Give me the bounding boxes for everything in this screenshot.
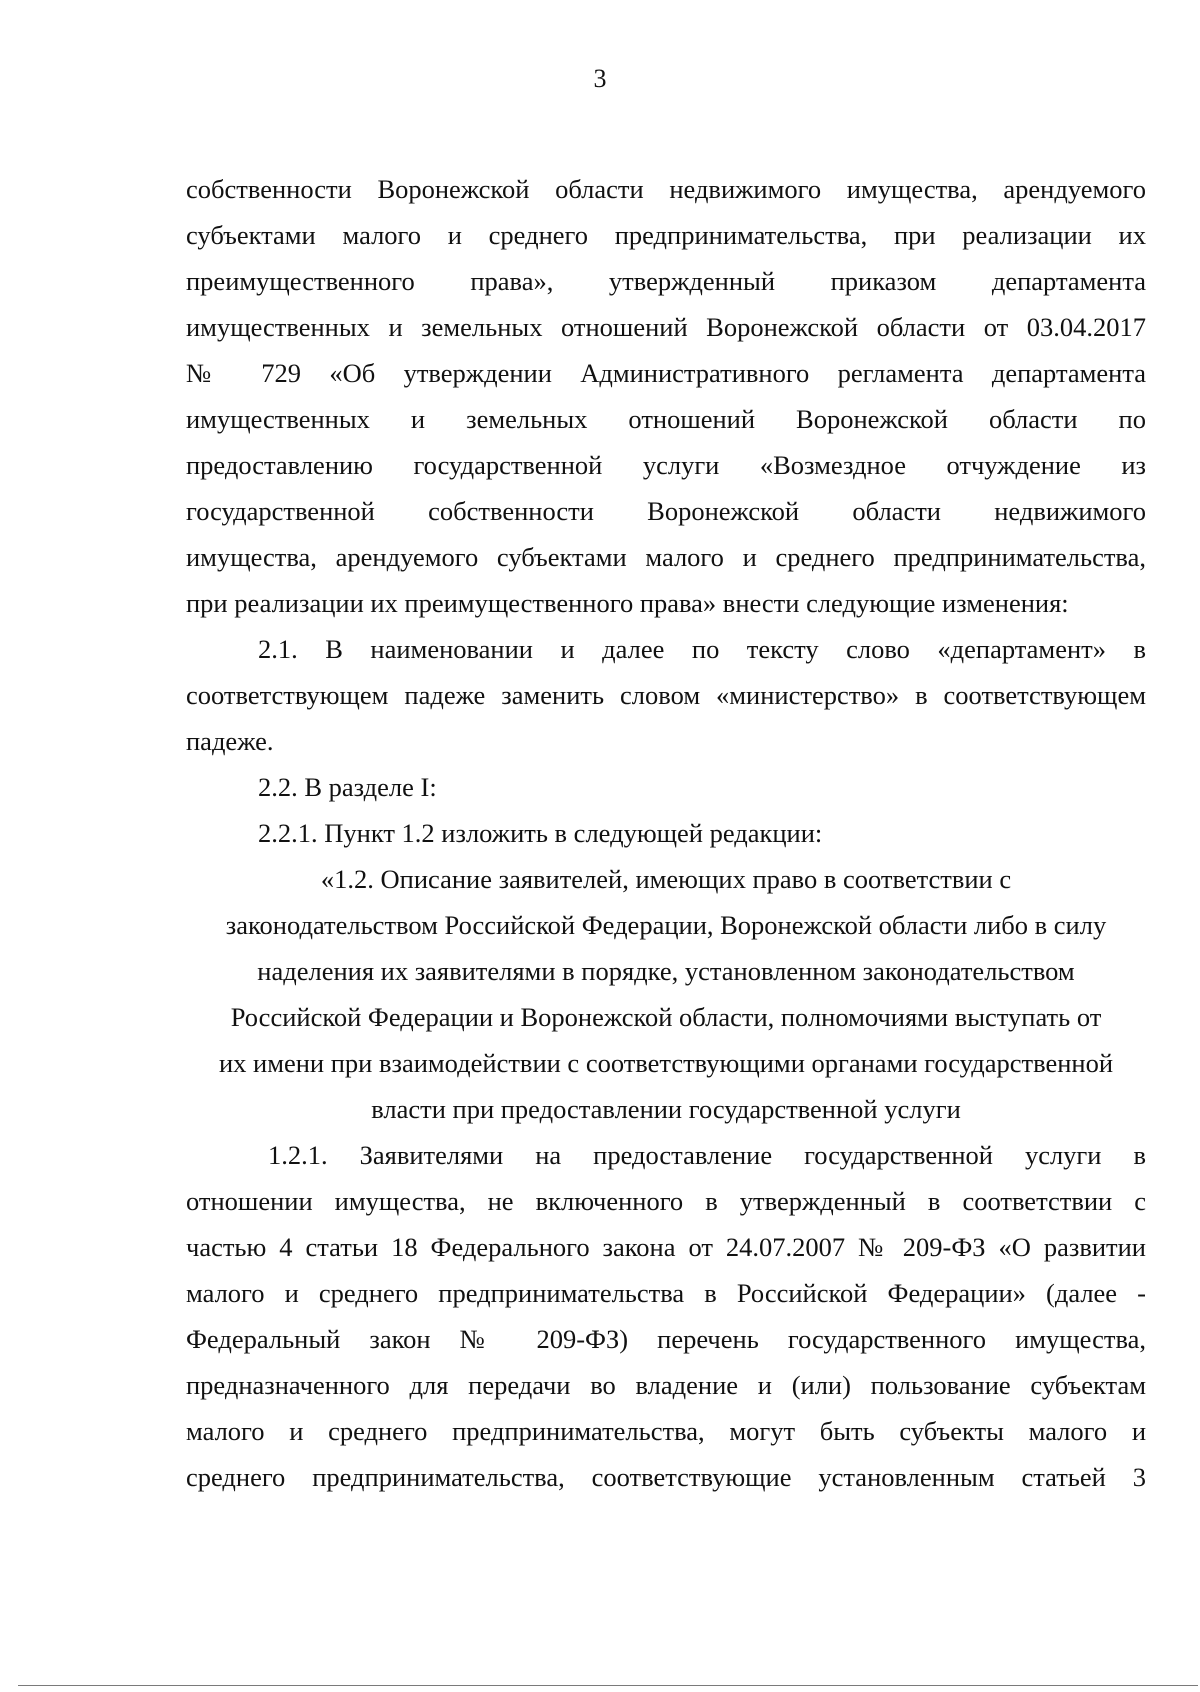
section-heading-line: Российской Федерации и Воронежской области, полномочиями выступать от [230,1002,1102,1032]
text-line: малого и среднего предпринимательства, могут быть субъекты малого и [186,1416,1146,1446]
text-line: собственности Воронежской области недвижимого имущества, арендуемого [186,174,1146,204]
section-heading-line: «1.2. Описание заявителей, имеющих право в соответствии с [320,864,1012,894]
text-line: № 729 «Об утверждении Административного регламента департамента [186,358,1146,388]
text-line: при реализации их преимущественного права» внести следующие изменения: [186,588,1069,618]
paragraph-line: 2.2. В разделе I: [258,772,437,802]
text-line: имущественных и земельных отношений Воронежской области от 03.04.2017 [186,312,1146,342]
text-line: преимущественного права», утвержденный приказом департамента [186,266,1146,296]
section-heading-line: наделения их заявителями в порядке, установленном законодательством [257,956,1075,986]
paragraph-line: 2.2.1. Пункт 1.2 изложить в следующей редакции: [258,818,823,848]
text-line: предоставлению государственной услуги «Возмездное отчуждение из [186,450,1146,480]
paragraph-line: 1.2.1. Заявителями на предоставление государственной услуги в [268,1140,1146,1170]
text-line: имущества, арендуемого субъектами малого и среднего предпринимательства, [186,542,1146,572]
paragraph-line: 2.1. В наименовании и далее по тексту слово «департамент» в [258,634,1146,664]
page-number: 3 [593,64,607,93]
text-line: субъектами малого и среднего предпринимательства, при реализации их [186,220,1146,250]
section-heading-line: их имени при взаимодействии с соответствующими органами государственной [218,1048,1114,1078]
section-heading-line: власти при предоставлении государственной услуги [371,1094,961,1124]
scan-bottom-edge [18,1685,1198,1686]
text-line: соответствующем падеже заменить словом «министерство» в соответствующем [186,680,1146,710]
text-line: частью 4 статьи 18 Федерального закона от 24.07.2007 № 209-ФЗ «О развитии [186,1232,1146,1262]
text-line: государственной собственности Воронежской области недвижимого [186,496,1146,526]
text-line: среднего предпринимательства, соответствующие установленным статьей 3 [186,1462,1146,1492]
text-line: Федеральный закон № 209-ФЗ) перечень государственного имущества, [186,1324,1146,1354]
section-heading-line: законодательством Российской Федерации, Воронежской области либо в силу [225,910,1107,940]
text-line: предназначенного для передачи во владение и (или) пользование субъектам [186,1370,1146,1400]
text-line: малого и среднего предпринимательства в Российской Федерации» (далее - [186,1278,1146,1308]
text-line: имущественных и земельных отношений Воронежской области по [186,404,1146,434]
text-line: падеже. [186,726,274,756]
text-line: отношении имущества, не включенного в утвержденный в соответствии с [186,1186,1146,1216]
